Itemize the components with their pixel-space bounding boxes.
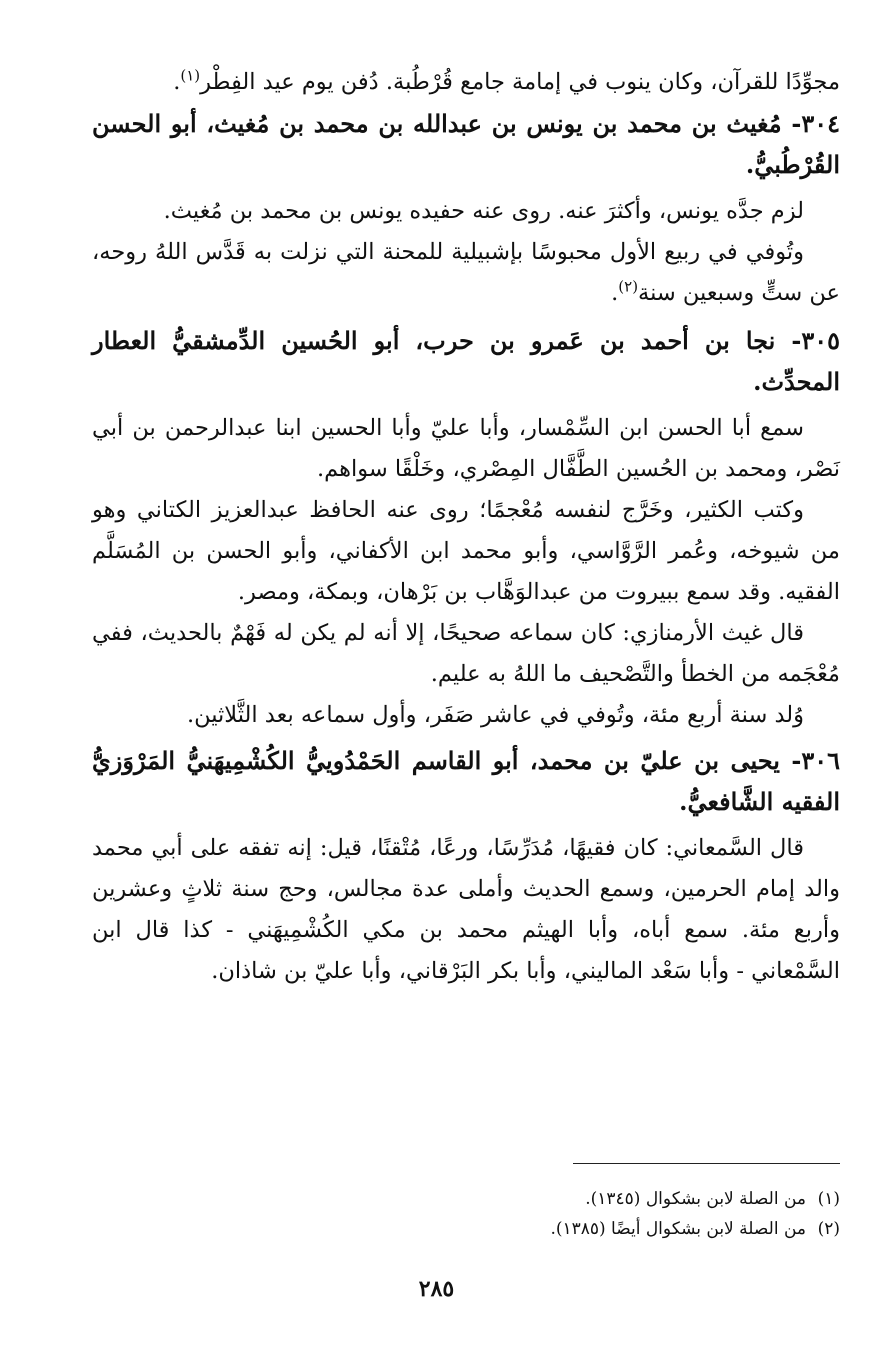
paragraph-305-2: وكتب الكثير، وخَرَّج لنفسه مُعْجمًا؛ روى عنه الحافظ عبدالعزيز الكتاني وهو من شيوخه، وعُمر الرَّوَّاسي، وأبو محمد ابن الأكفاني، وأبو الحسن بن المُسَلَّم الفقيه. وقد سمع ببيروت من عبدالوَهَّاب بن بَرْهان، وبمكة، ومصر. [92,497,840,605]
entry-title-305: نجا بن أحمد بن عَمرو بن حرب، أبو الحُسين الدِّمشقيُّ العطار المحدِّث. [92,326,840,396]
entry-heading-305 [92,320,840,402]
footnotes [92,1184,840,1244]
entry-number-304: ٣٠٤- [791,109,840,138]
footnote-ref-2[interactable]: (٢) [618,277,639,296]
paragraph-304-2-text: وتُوفي في ربيع الأول محبوسًا بإشبيلية للمحنة التي نزلت به قَدَّس اللهُ روحه، عن ستٍّ وسبعين سنة [92,239,840,306]
footnote-2-text: من الصلة لابن بشكوال أيضًا (١٣٨٥). [550,1219,806,1239]
entry-title-306: يحيى بن عليّ بن محمد، أبو القاسم الحَمْدُوييُّ الكُشْمِيهَنيُّ المَرْوَزيُّ الفقيه الشَّافعيُّ. [92,746,840,816]
entry-number-305: ٣٠٥- [791,326,840,355]
paragraph-304-2-end: . [611,280,619,306]
entry-number-306: ٣٠٦- [791,746,841,775]
page-number: ٢٨٥ [418,1276,455,1302]
footnote-1-text: من الصلة لابن بشكوال (١٣٤٥). [585,1189,806,1209]
entry-heading-306 [92,740,840,822]
paragraph-intro-text: مجوِّدًا للقرآن، وكان ينوب في إمامة جامع قُرْطُبة. دُفن يوم عيد الفِطْر [200,69,840,95]
footnote-divider [573,1163,840,1164]
page-body [92,62,840,992]
paragraph-306-1: قال السَّمعاني: كان فقيهًا، مُدَرِّسًا، ورعًا، مُتْقنًا، قيل: إنه تفقه على أبي محمد والد إمام الحرمين، وسمع الحديث وأملى عدة مجالس، وحج سنة ثلاثٍ وعشرين وأربع مئة. سمع أباه، وأبا الهيثم محمد بن مكي الكُشْمِيهَني - كذا قال ابن السَّمْعاني - وأبا سَعْد الماليني، وأبا بكر البَرْقاني، وأبا عليّ بن شاذان. [92,835,840,984]
paragraph-305-3: قال غيث الأرمنازي: كان سماعه صحيحًا، إلا أنه لم يكن له فَهْمٌ بالحديث، ففي مُعْجَمه من الخطأ والتَّصْحيف ما اللهُ به عليم. [92,620,840,687]
paragraph-intro [92,62,840,103]
footnote-1 [92,1184,840,1214]
footnote-2-mark: (٢) [817,1219,840,1239]
entry-title-304: مُغيث بن محمد بن يونس بن عبدالله بن محمد بن مُغيث، أبو الحسن القُرْطُبيُّ. [92,109,840,179]
paragraph-304-1: لزم جدَّه يونس، وأكثرَ عنه. روى عنه حفيده يونس بن محمد بن مُغيث. [163,198,804,224]
paragraph-intro-end: . [173,69,181,95]
paragraph-304-2 [92,232,840,314]
paragraph-305-1: سمع أبا الحسن ابن السِّمْسار، وأبا عليّ وأبا الحسين ابنا عبدالرحمن بن أبي نَصْر، ومحمد بن الحُسين الطَّفَّال المِصْري، وخَلْقًا سواهم. [92,415,840,482]
footnote-1-mark: (١) [817,1189,840,1209]
footnote-ref-1[interactable]: (١) [180,66,201,85]
entry-heading-304 [92,103,840,185]
footnote-2 [92,1214,840,1244]
paragraph-305-4: وُلد سنة أربع مئة، وتُوفي في عاشر صَفَر، وأول سماعه بعد الثَّلاثين. [186,702,804,728]
